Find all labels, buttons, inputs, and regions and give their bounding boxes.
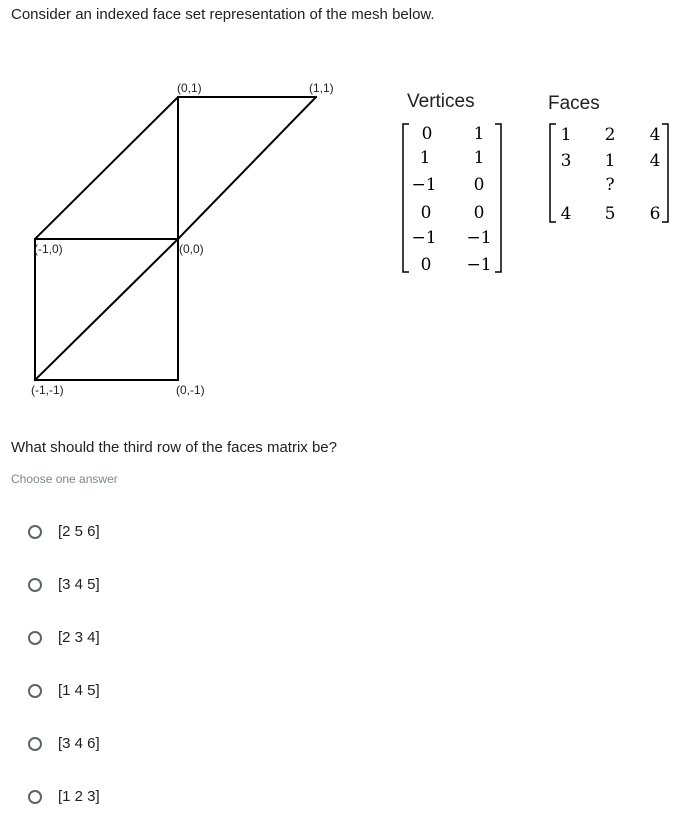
radio-button[interactable]	[28, 578, 42, 592]
matrix-cell: 4	[649, 151, 661, 171]
matrix-cell: 4	[649, 125, 661, 145]
faces-title: Faces	[548, 93, 600, 114]
answer-option-6[interactable]	[28, 770, 100, 823]
matrix-cell: 1	[560, 125, 572, 145]
vertex-label: (-1,-1)	[31, 383, 64, 397]
mesh-edge	[35, 239, 178, 380]
vertex-label: (0,0)	[179, 242, 204, 256]
matrix-cell: 0	[473, 203, 485, 223]
answer-option-4[interactable]	[28, 664, 100, 717]
vertices-matrix	[398, 118, 508, 278]
matrix-cell: −1	[411, 228, 437, 248]
answer-hint: Choose one answer	[11, 472, 118, 486]
mesh-edge	[178, 97, 316, 239]
radio-button[interactable]	[28, 525, 42, 539]
answer-option-2[interactable]	[28, 558, 100, 611]
vertex-label: (1,1)	[309, 81, 334, 95]
answer-option-label: [3 4 6]	[58, 735, 100, 752]
matrix-cell: 1	[419, 148, 431, 168]
matrix-bracket-right	[495, 124, 501, 272]
radio-button[interactable]	[28, 737, 42, 751]
faces-matrix	[540, 118, 680, 228]
answer-option-label: [1 2 3]	[58, 788, 100, 805]
matrix-cell: 4	[560, 204, 572, 224]
answer-option-3[interactable]	[28, 611, 100, 664]
radio-button[interactable]	[28, 684, 42, 698]
matrix-cell: 0	[420, 203, 432, 223]
matrix-cell: 0	[473, 175, 485, 195]
radio-button[interactable]	[28, 631, 42, 645]
mesh-edge	[35, 97, 178, 239]
vertices-title: Vertices	[407, 91, 475, 112]
matrix-cell: −1	[466, 228, 492, 248]
vertex-label: (0,-1)	[176, 383, 205, 397]
answer-option-label: [2 5 6]	[58, 523, 100, 540]
mesh-diagram	[0, 70, 360, 410]
matrix-cell: 1	[473, 148, 485, 168]
answer-options	[28, 505, 100, 823]
matrix-cell: 3	[560, 151, 572, 171]
matrix-cell: −1	[411, 175, 437, 195]
matrix-cell-unknown: ?	[605, 175, 615, 195]
radio-button[interactable]	[28, 790, 42, 804]
matrix-cell: 0	[421, 124, 433, 144]
answer-option-5[interactable]	[28, 717, 100, 770]
answer-option-label: [3 4 5]	[58, 576, 100, 593]
vertex-label: (0,1)	[177, 81, 202, 95]
answer-option-label: [2 3 4]	[58, 629, 100, 646]
matrix-cell: 6	[649, 204, 661, 224]
matrix-bracket-left	[550, 124, 556, 222]
matrix-cell: 0	[420, 255, 432, 275]
question-prompt: Consider an indexed face set representation of the mesh below.	[11, 6, 435, 23]
matrix-cell: 5	[604, 204, 616, 224]
answer-option-label: [1 4 5]	[58, 682, 100, 699]
matrix-cell: −1	[466, 255, 492, 275]
answer-option-1[interactable]	[28, 505, 100, 558]
matrix-bracket-right	[662, 124, 668, 222]
question-text: What should the third row of the faces matrix be?	[11, 439, 337, 456]
vertex-label: (-1,0)	[34, 242, 63, 256]
matrix-cell: 1	[604, 151, 616, 171]
matrix-bracket-left	[403, 124, 409, 272]
matrix-cell: 2	[604, 125, 616, 145]
matrix-cell: 1	[473, 124, 485, 144]
